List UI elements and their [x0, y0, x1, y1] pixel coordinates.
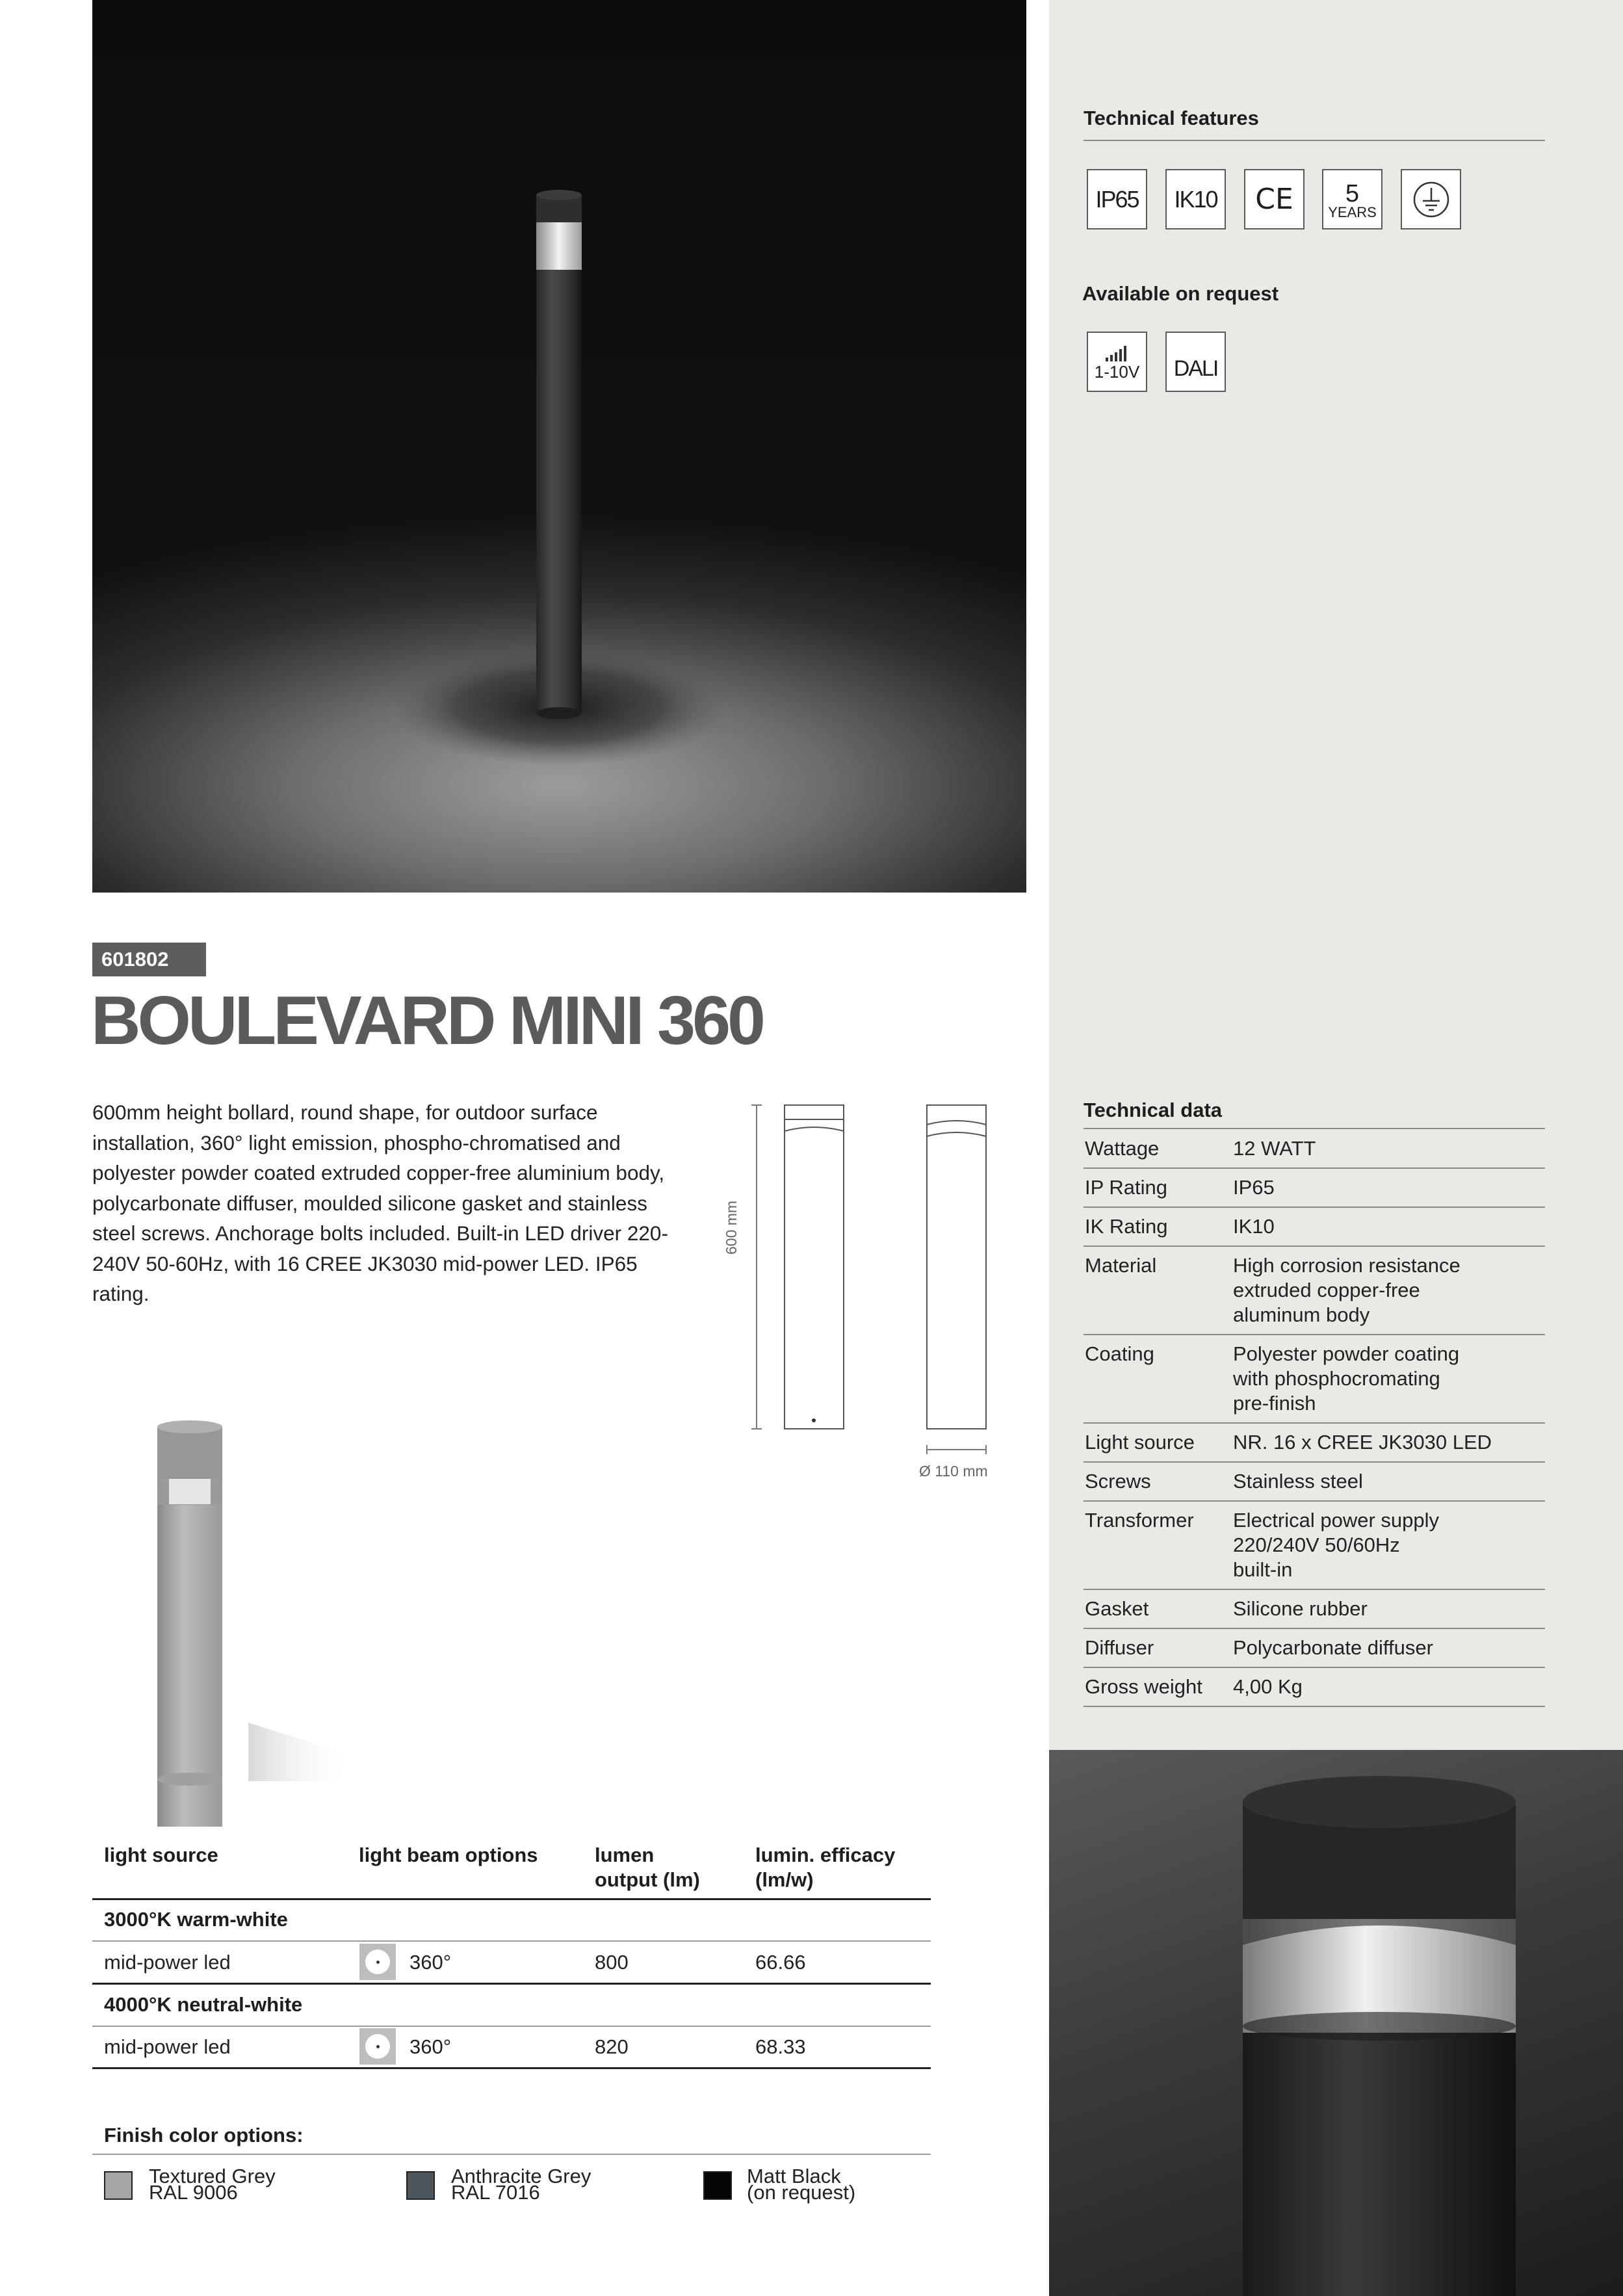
- divider: [92, 2154, 931, 2155]
- divider: [92, 1983, 931, 1985]
- finish-code: (on request): [747, 2181, 856, 2204]
- tech-row: Gross weight 4,00 Kg: [1084, 1675, 1545, 1707]
- tech-row: Screws Stainless steel: [1084, 1469, 1545, 1502]
- row-efficacy: 68.33: [755, 2035, 806, 2058]
- swatch-textured-grey: [104, 2171, 133, 2200]
- swatch-anthracite-grey: [406, 2171, 435, 2200]
- tech-row: Transformer Electrical power supply 220/240V 50/60Hz built-in: [1084, 1508, 1545, 1590]
- tech-row: IK Rating IK10: [1084, 1214, 1545, 1247]
- finish-name: Anthracite Grey: [451, 2165, 591, 2187]
- available-on-request-title: Available on request: [1082, 282, 1279, 305]
- divider: [92, 1898, 931, 1900]
- tech-row: Light source NR. 16 x CREE JK3030 LED: [1084, 1430, 1545, 1463]
- divider: [92, 2026, 931, 2027]
- col-header-beam: light beam options: [359, 1844, 538, 1866]
- technical-features-title: Technical features: [1084, 107, 1259, 129]
- finish-code: RAL 7016: [451, 2181, 540, 2204]
- swatch-matt-black: [703, 2171, 732, 2200]
- row-lumen: 820: [595, 2035, 629, 2058]
- row-lumen: 800: [595, 1951, 629, 1974]
- row-source: mid-power led: [104, 1951, 231, 1974]
- row-beam: 360°: [409, 2035, 452, 2058]
- hero-photo: [92, 0, 1026, 893]
- col-header-lumen: lumen output (lm): [595, 1844, 700, 1891]
- earth-ground-icon: [1401, 169, 1461, 229]
- signal-bars-icon: [1103, 343, 1132, 363]
- dimming-1-10v-icon: 1-10V: [1087, 332, 1147, 392]
- technical-data-title: Technical data: [1084, 1099, 1223, 1121]
- tech-row: Gasket Silicone rubber: [1084, 1597, 1545, 1629]
- ik10-icon: IK10: [1165, 169, 1226, 229]
- bollard-night-illustration: [92, 0, 1026, 893]
- col-header-light-source: light source: [104, 1844, 218, 1866]
- tech-row: Material High corrosion resistance extruded copper-free aluminum body: [1084, 1253, 1545, 1335]
- row-beam: 360°: [409, 1951, 452, 1974]
- tech-row: Wattage 12 WATT: [1084, 1136, 1545, 1169]
- height-dimension-label: 600 mm: [723, 1200, 740, 1255]
- bollard-head-closeup: [1049, 1750, 1623, 2296]
- tech-row: IP Rating IP65: [1084, 1175, 1545, 1208]
- finish-code: RAL 9006: [149, 2181, 238, 2204]
- product-description: 600mm height bollard, round shape, for outdoor surface installation, 360° light emission, phospho-chromatised and polyester powder coated extruded copper-free aluminium body, polycarbonate diffuser, moulded silicone gasket and stainless steel screws. Anchorage bolts included. Built-in LED driver 220-240V 50-60Hz, with 16 CREE JK3030 mid-power LED. IP65 rating.: [92, 1101, 668, 1305]
- col-header-efficacy: lumin. efficacy (lm/w): [755, 1844, 896, 1891]
- finish-title: Finish color options:: [104, 2124, 304, 2146]
- ip65-icon: IP65: [1087, 169, 1147, 229]
- detail-photo: [1049, 1750, 1623, 2296]
- product-title: BOULEVARD MINI 360: [91, 982, 762, 1059]
- beam-360-icon: [359, 1944, 396, 1980]
- group-title: 3000°K warm-white: [104, 1908, 288, 1931]
- product-render: [92, 1372, 365, 1827]
- warranty-5-years-icon: 5 YEARS: [1322, 169, 1383, 229]
- product-code: 601802: [92, 943, 206, 976]
- ce-mark-icon: CE: [1244, 169, 1305, 229]
- tech-row: Diffuser Polycarbonate diffuser: [1084, 1636, 1545, 1668]
- divider: [92, 2067, 931, 2069]
- dali-icon: DALI: [1165, 332, 1226, 392]
- finish-name: Matt Black: [747, 2165, 841, 2187]
- group-title: 4000°K neutral-white: [104, 1993, 303, 2016]
- row-efficacy: 66.66: [755, 1951, 806, 1974]
- diameter-dimension-label: Ø 110 mm: [919, 1463, 988, 1480]
- tech-row: Coating Polyester powder coating with phosphocromating pre-finish: [1084, 1342, 1545, 1424]
- beam-360-icon: [359, 2028, 396, 2065]
- row-source: mid-power led: [104, 2035, 231, 2058]
- divider: [92, 1940, 931, 1942]
- dimension-drawing: [721, 1092, 1007, 1492]
- divider: [1084, 1128, 1545, 1129]
- divider: [1084, 140, 1545, 141]
- finish-name: Textured Grey: [149, 2165, 276, 2187]
